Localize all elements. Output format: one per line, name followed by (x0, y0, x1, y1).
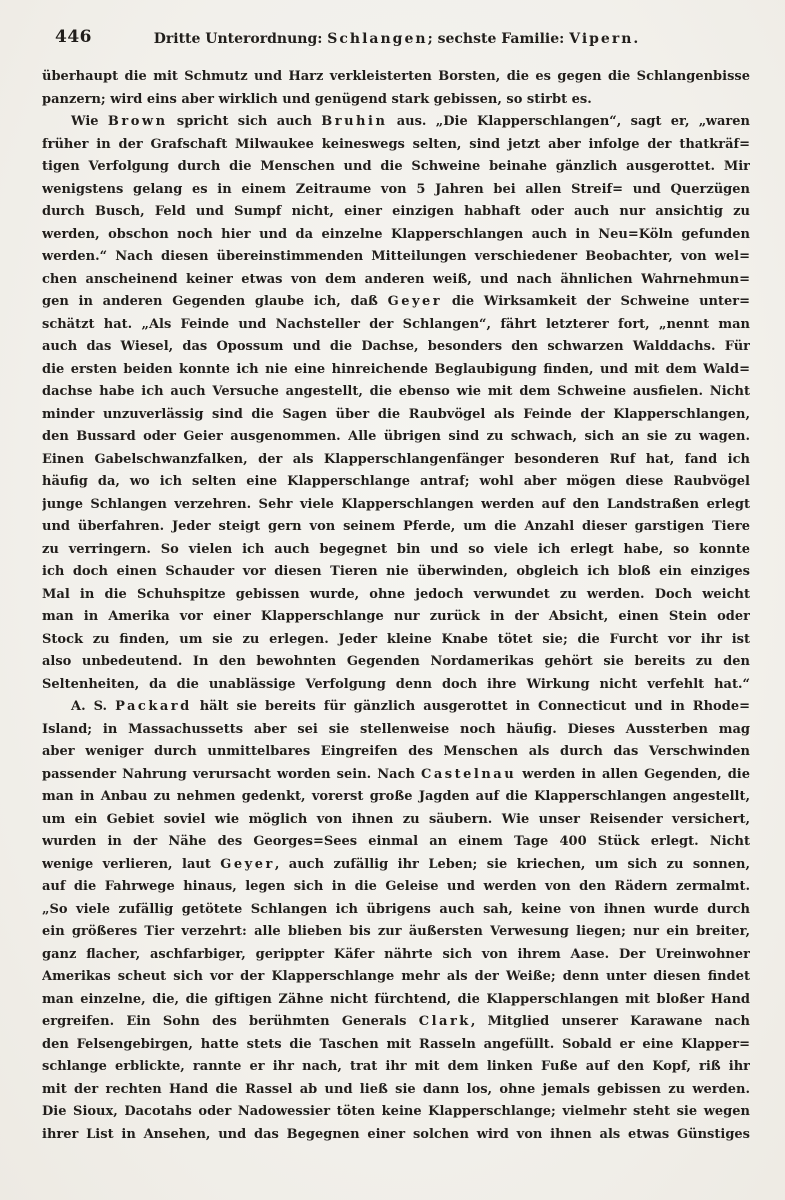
text-line: Einen Gabelschwanzfalken, der als Klapperschlangenfänger besonderen Ruf hat, fand ich (42, 451, 750, 467)
letterspaced-name: Bruhin (321, 114, 388, 129)
text-line: man einzelne, die, die giftigen Zähne nicht fürchtend, die Klapperschlangen mit bloßer Hand (42, 991, 750, 1007)
text-line: dachse habe ich auch Versuche angestellt, die ebenso wie mit dem Schweine ausfielen. Nicht (42, 384, 750, 399)
letterspaced-name: Geyer (387, 294, 443, 309)
text-line: durch Busch, Feld und Sumpf nicht, einer einzigen habhaft oder auch nur ansichtig zu (42, 204, 750, 219)
text-line: man in Anbau zu nehmen gedenkt, vorerst große Jagden auf die Klapperschlangen angestellt, (42, 789, 750, 804)
text-line: A. S. Packard hält sie bereits für gänzlich ausgerottet in Connecticut und in Rhode= (71, 699, 750, 714)
text-line: schätzt hat. „Als Feinde und Nachsteller der Schlangen“, fährt letzterer fort, „nennt man (42, 316, 750, 332)
text-line: schlange erblickte, rannte er ihr nach, trat ihr mit dem linken Fuße auf den Kopf, riß ihr (42, 1059, 750, 1074)
text-line: die ersten beiden konnte ich nie eine hinreichende Beglaubigung finden, und mit dem Wald= (42, 361, 750, 377)
text-line: tigen Verfolgung durch die Menschen und die Schweine beinahe gänzlich ausgerottet. Mir (42, 159, 750, 174)
letterspaced-name: Castelnau (421, 766, 517, 782)
text-line: zu verringern. So vielen ich auch begegnet bin und so viele ich erlegt habe, so konnte (42, 541, 750, 557)
text-line: also unbedeutend. In den bewohnten Gegenden Nordamerikas gehört sie bereits zu den (42, 654, 750, 669)
body-text (42, 66, 750, 1146)
text-line: ein größeres Tier verzehrt: alle blieben bis zur äußersten Verwesung liegen; nur ein breiter, (42, 924, 750, 939)
text-line: Mal in die Schuhspitze gebissen wurde, ohne jedoch verwundet zu werden. Doch weicht (42, 586, 750, 602)
text-line: Stock zu finden, um sie zu erlegen. Jeder kleine Knabe tötet sie; die Furcht vor ihr ist (42, 631, 750, 647)
text-line: und überfahren. Jeder steigt gern von seinem Pferde, um die Anzahl dieser garstigen Tiere (42, 519, 750, 534)
text-line: den Felsengebirgen, hatte stets die Taschen mit Rasseln angefüllt. Sobald er eine Klapper= (42, 1036, 750, 1052)
text-line: den Bussard oder Geier ausgenommen. Alle übrigen sind zu schwach, sich an sie zu wagen. (42, 429, 750, 444)
letterspaced-name: Brown (107, 114, 168, 129)
text-line: ihrer List in Ansehen, und das Begegnen einer solchen wird von ihnen als etwas Günstiges (42, 1126, 750, 1142)
text-line: aber weniger durch unmittelbares Eingreifen des Menschen als durch das Verschwinden (42, 744, 750, 759)
text-line: chen anscheinend keiner etwas von dem anderen weiß, und nach ähnlichen Wahrnehmun= (42, 271, 750, 287)
letterspaced-name: Packard (115, 699, 192, 714)
text-line: panzern; wird eins aber wirklich und genügend stark gebissen, so stirbt es. (42, 91, 592, 107)
text-line: häufig da, wo ich selten eine Klapperschlange antraf; wohl aber mögen diese Raubvögel (42, 474, 750, 489)
text-line: man in Amerika vor einer Klapperschlange nur zurück in der Absicht, einen Stein oder (42, 609, 750, 624)
letterspaced-name: Schlangen (327, 31, 428, 47)
text-line: wenige verlieren, laut Geyer, auch zufällig ihr Leben; sie kriechen, um sich zu sonnen, (42, 856, 750, 872)
text-line: minder unzuverlässig sind die Sagen über die Raubvögel als Feinde der Klapperschlangen, (42, 406, 750, 422)
text-line: überhaupt die mit Schmutz und Harz verkleisterten Borsten, die es gegen die Schlangenbisse (42, 69, 750, 84)
text-line: um ein Gebiet soviel wie möglich von ihnen zu säubern. Wie unser Reisender versichert, (42, 811, 750, 827)
page-header (0, 0, 785, 50)
letterspaced-name: Geyer (220, 856, 275, 872)
text-line: Wie Brown spricht sich auch Bruhin aus. „Die Klapperschlangen“, sagt er, „waren (71, 114, 750, 129)
text-line: Die Sioux, Dacotahs oder Nadowessier töten keine Klapperschlange; vielmehr steht sie wegen (42, 1104, 750, 1119)
text-line: Amerikas scheut sich vor der Klapperschlange mehr als der Weiße; denn unter diesen findet (42, 969, 750, 984)
text-line: werden.“ Nach diesen übereinstimmenden Mitteilungen verschiedener Beobachter, von wel= (42, 249, 750, 264)
letterspaced-name: Vipern (569, 31, 634, 47)
running-header-title: Dritte Unterordnung: Schlangen; sechste Familie: Vipern. (153, 31, 639, 47)
text-line: auch das Wiesel, das Opossum und die Dachse, besonders den schwarzen Walddachs. Für (42, 339, 750, 354)
text-line: Island; in Massachussetts aber sei sie stellenweise noch häufig. Dieses Aussterben mag (42, 721, 750, 737)
text-line: junge Schlangen verzehren. Sehr viele Klapperschlangen werden auf den Landstraßen erlegt (42, 496, 750, 512)
text-line: passender Nahrung verursacht worden sein. Nach Castelnau werden in allen Gegenden, die (42, 766, 750, 782)
letterspaced-name: Clark (418, 1014, 471, 1029)
text-line: Seltenheiten, da die unablässige Verfolgung denn doch ihre Wirkung nicht verfehlt hat.“ (42, 676, 750, 692)
text-line: wenigstens gelang es in einem Zeitraume von 5 Jahren bei allen Streif= und Querzügen (42, 181, 750, 197)
text-line: ich doch einen Schauder vor diesen Tieren nie überwinden, obgleich ich bloß ein einziges (42, 564, 750, 579)
text-line: mit der rechten Hand die Rassel ab und ließ sie dann los, ohne jemals gebissen zu werden. (42, 1081, 750, 1097)
page-number: 446 (55, 27, 92, 47)
text-line: früher in der Grafschaft Milwaukee keineswegs selten, sind jetzt aber infolge der thatkräf= (42, 136, 750, 152)
text-line: ergreifen. Ein Sohn des berühmten Generals Clark, Mitglied unserer Karawane nach (42, 1014, 750, 1029)
text-line: „So viele zufällig getötete Schlangen ich übrigens auch sah, keine von ihnen wurde durch (42, 901, 750, 917)
text-line: ganz flacher, aschfarbiger, gerippter Käfer nährte sich von ihrem Aase. Der Ureinwohner (42, 946, 750, 962)
text-line: gen in anderen Gegenden glaube ich, daß Geyer die Wirksamkeit der Schweine unter= (42, 294, 750, 309)
text-line: werden, obschon noch hier und da einzelne Klapperschlangen auch in Neu=Köln gefunden (42, 226, 750, 242)
text-line: auf die Fahrwege hinaus, legen sich in die Geleise und werden von den Rädern zermalmt. (42, 879, 750, 894)
text-line: wurden in der Nähe des Georges=Sees einmal an einem Tage 400 Stück erlegt. Nicht (42, 834, 750, 849)
